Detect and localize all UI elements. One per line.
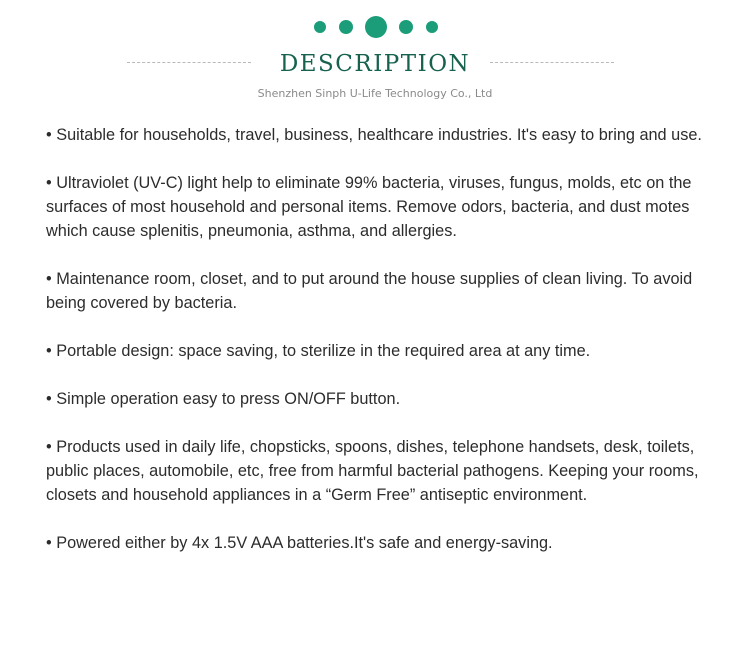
- section-header: [0, 46, 750, 82]
- company-subtitle: Shenzhen Sinph U-Life Technology Co., Ltd: [257, 87, 493, 100]
- dot-icon: [426, 21, 438, 33]
- feature-list: [46, 123, 716, 579]
- list-item: • Simple operation easy to press ON/OFF button.: [46, 390, 401, 408]
- decorative-dots: [0, 15, 750, 39]
- list-item: • Ultraviolet (UV-C) light help to eliminate 99% bacteria, viruses, fungus, molds, etc on the surfaces of most household and personal items. Remove odors, bacteria, and dust motes which cause splenitis, pneumonia, asthma, and allergies.: [46, 174, 692, 240]
- list-item: • Suitable for households, travel, business, healthcare industries. It's easy to bring and use.: [46, 126, 702, 144]
- page-title: DESCRIPTION: [279, 51, 471, 77]
- dot-icon: [339, 20, 353, 34]
- list-item: • Portable design: space saving, to sterilize in the required area at any time.: [46, 342, 591, 360]
- list-item: • Products used in daily life, chopsticks, spoons, dishes, telephone handsets, desk, toilets, public places, automobile, etc, free from harmful bacterial pathogens. Keeping your rooms, closets and household appliances in a “Germ Free” antiseptic environment.: [46, 438, 699, 504]
- divider-right: [490, 62, 614, 63]
- dot-icon: [314, 21, 326, 33]
- list-item: • Powered either by 4x 1.5V AAA batteries.It's safe and energy-saving.: [46, 534, 553, 552]
- dot-icon: [399, 20, 413, 34]
- list-item: • Maintenance room, closet, and to put around the house supplies of clean living. To avoid being covered by bacteria.: [46, 270, 693, 312]
- dot-icon: [365, 16, 387, 38]
